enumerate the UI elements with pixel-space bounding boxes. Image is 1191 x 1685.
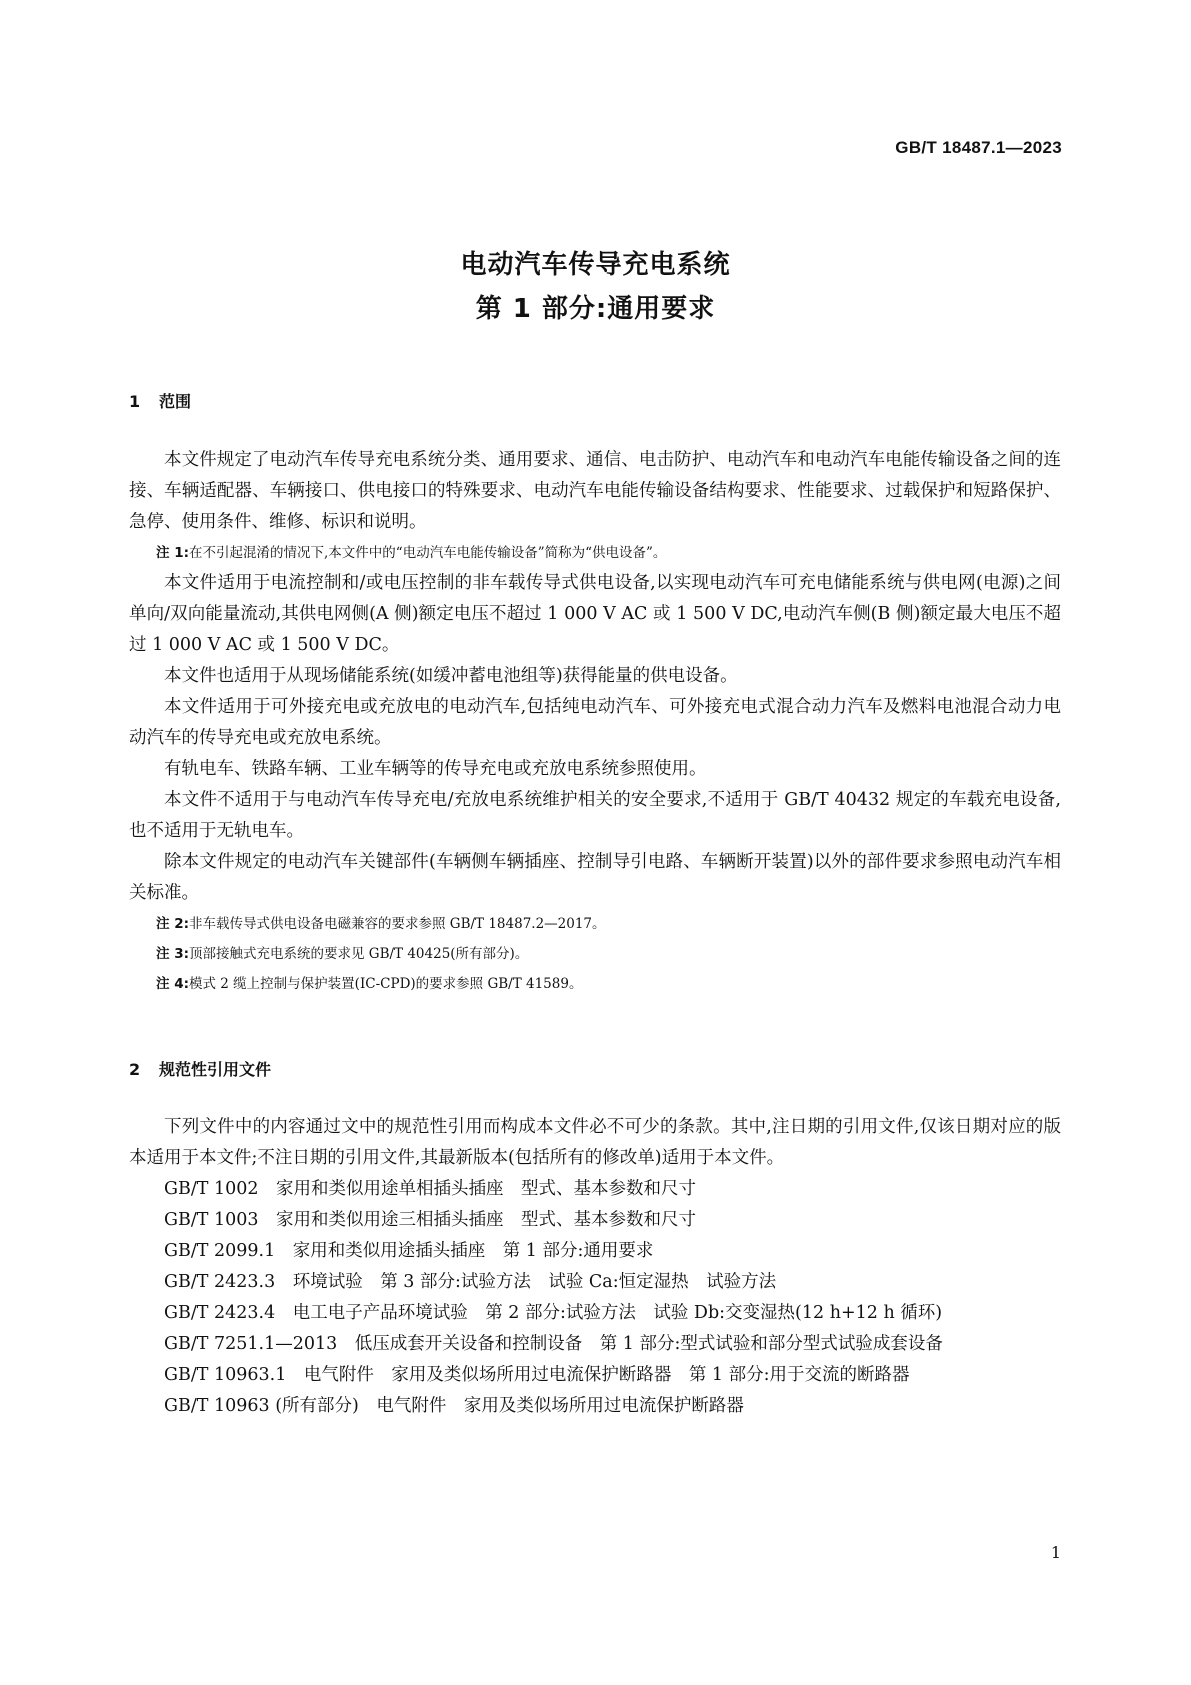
note-text: 顶部接触式充电系统的要求见 GB/T 40425(所有部分)。 (189, 946, 529, 962)
paragraph: 本文件规定了电动汽车传导充电系统分类、通用要求、通信、电击防护、电动汽车和电动汽车电能传输设备之间的连接、车辆适配器、车辆接口、供电接口的特殊要求、电动汽车电能传输设备结构要求、性能要求、过载保护和短路保护、急停、使用条件、维修、标识和说明。 (129, 450, 1061, 532)
reference-item: GB/T 2423.4 电工电子产品环境试验 第 2 部分:试验方法 试验 Db:交变湿热(12 h+12 h 循环) (164, 1303, 943, 1323)
paragraph: 本文件适用于电流控制和/或电压控制的非车载传导式供电设备,以实现电动汽车可充电储能系统与供电网(电源)之间单向/双向能量流动,其供电网侧(A 侧)额定电压不超过 1 000 V AC 或 1 500 V DC,电动汽车侧(B 侧)额定最大电压不超过 1 000 V AC 或 1 500 V DC。 (129, 573, 1061, 655)
section-number: 2 (129, 1060, 141, 1079)
section-number: 1 (129, 392, 141, 411)
note (129, 538, 1061, 568)
note-text: 在不引起混淆的情况下,本文件中的“电动汽车电能传输设备”简称为“供电设备”。 (189, 545, 667, 561)
reference-item: GB/T 2423.3 环境试验 第 3 部分:试验方法 试验 Ca:恒定湿热 试验方法 (164, 1272, 777, 1292)
references-content (129, 1112, 1061, 1422)
note (129, 969, 1061, 999)
document-code: GB/T 18487.1—2023 (895, 138, 1062, 157)
reference-item: GB/T 10963 (所有部分) 电气附件 家用及类似场所用过电流保护断路器 (164, 1396, 744, 1416)
document-title: 电动汽车传导充电系统 (460, 250, 731, 280)
note-text: 非车载传导式供电设备电磁兼容的要求参照 GB/T 18487.2—2017。 (189, 916, 606, 932)
section-title: 范围 (159, 392, 192, 411)
paragraph: 本文件适用于可外接充电或充放电的电动汽车,包括纯电动汽车、可外接充电式混合动力汽车及燃料电池混合动力电动汽车的传导充电或充放电系统。 (129, 697, 1061, 748)
reference-item: GB/T 1003 家用和类似用途三相插头插座 型式、基本参数和尺寸 (164, 1210, 697, 1230)
scope-content (129, 445, 1061, 999)
reference-item: GB/T 2099.1 家用和类似用途插头插座 第 1 部分:通用要求 (164, 1241, 654, 1261)
reference-item: GB/T 7251.1—2013 低压成套开关设备和控制设备 第 1 部分:型式试验和部分型式试验成套设备 (164, 1334, 943, 1354)
reference-item: GB/T 10963.1 电气附件 家用及类似场所用过电流保护断路器 第 1 部分:用于交流的断路器 (164, 1365, 910, 1385)
section-title: 规范性引用文件 (159, 1060, 272, 1079)
note-label: 注 1: (156, 545, 189, 561)
note-text: 模式 2 缆上控制与保护装置(IC-CPD)的要求参照 GB/T 41589。 (189, 976, 583, 992)
note-label: 注 4: (156, 976, 189, 992)
paragraph: 有轨电车、铁路车辆、工业车辆等的传导充电或充放电系统参照使用。 (164, 759, 707, 779)
paragraph: 本文件也适用于从现场储能系统(如缓冲蓄电池组等)获得能量的供电设备。 (164, 666, 738, 686)
note-label: 注 3: (156, 946, 189, 962)
section-heading-normative-references (129, 1057, 271, 1080)
paragraph: 下列文件中的内容通过文中的规范性引用而构成本文件必不可少的条款。其中,注日期的引用文件,仅该日期对应的版本适用于本文件;不注日期的引用文件,其最新版本(包括所有的修改单)适用于本文件。 (129, 1117, 1061, 1168)
paragraph: 本文件不适用于与电动汽车传导充电/充放电系统维护相关的安全要求,不适用于 GB/T 40432 规定的车载充电设备,也不适用于无轨电车。 (129, 790, 1061, 841)
paragraph: 除本文件规定的电动汽车关键部件(车辆侧车辆插座、控制导引电路、车辆断开装置)以外的部件要求参照电动汽车相关标准。 (129, 852, 1061, 903)
page-number: 1 (1050, 1543, 1061, 1562)
note-label: 注 2: (156, 916, 189, 932)
note (129, 939, 1061, 969)
note (129, 909, 1061, 939)
section-heading-scope (129, 389, 191, 412)
document-subtitle: 第 1 部分:通用要求 (475, 294, 716, 324)
reference-item: GB/T 1002 家用和类似用途单相插头插座 型式、基本参数和尺寸 (164, 1179, 697, 1199)
